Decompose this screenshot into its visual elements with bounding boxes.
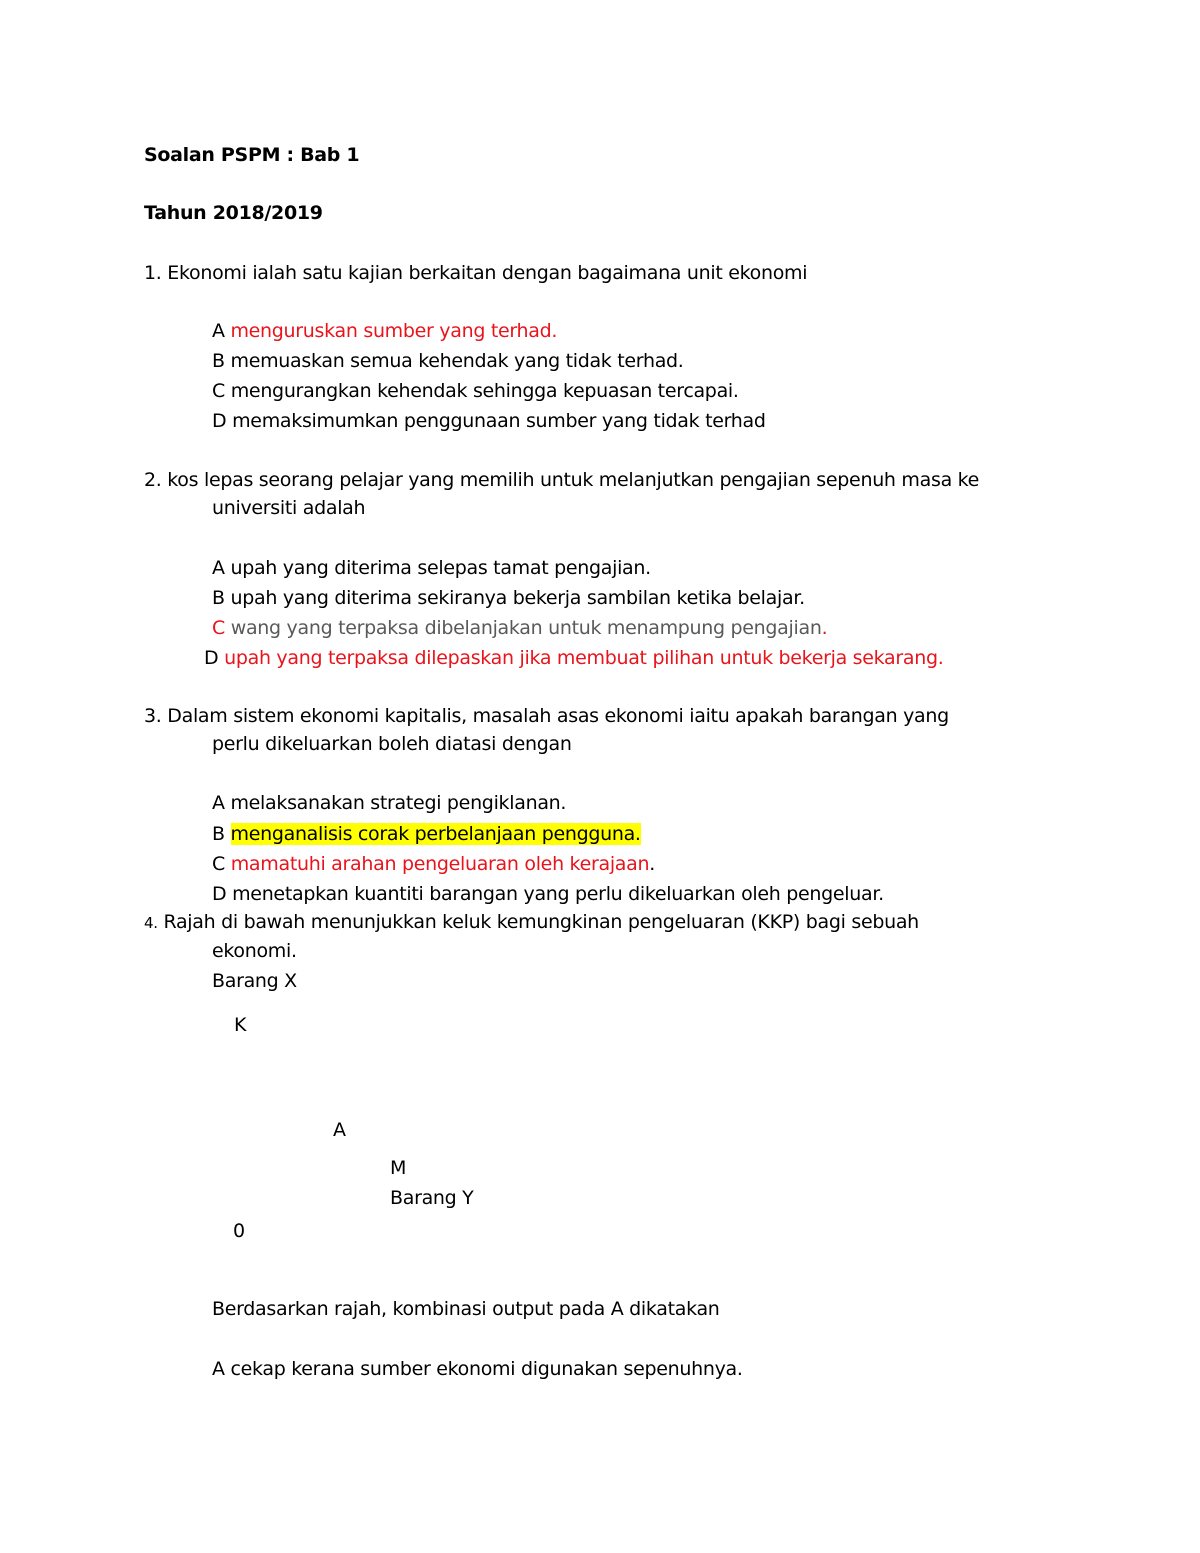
option-letter: A <box>212 1358 225 1380</box>
question-3-stem <box>144 703 949 729</box>
option-text: mamatuhi arahan pengeluaran oleh kerajaan <box>230 853 650 875</box>
q1-option-d <box>212 408 766 434</box>
option-text: wang yang terpaksa dibelanjakan untuk menampung pengajian <box>230 617 822 639</box>
question-4-prompt: Berdasarkan rajah, kombinasi output pada A dikatakan <box>212 1298 720 1320</box>
question-number: 2. <box>144 469 162 491</box>
question-2-stem-cont: universiti adalah <box>212 497 366 519</box>
q1-option-a <box>212 318 557 344</box>
option-letter: A <box>212 557 225 579</box>
question-text: Dalam sistem ekonomi kapitalis, masalah asas ekonomi iaitu apakah barangan yang <box>167 705 949 727</box>
option-text: memuaskan semua kehendak yang tidak terhad. <box>230 350 684 372</box>
q3-option-b <box>212 821 641 847</box>
question-4-stem <box>144 909 919 936</box>
diagram-origin: 0 <box>233 1220 245 1242</box>
option-end-mark: . <box>649 853 655 875</box>
question-text: kos lepas seorang pelajar yang memilih untuk melanjutkan pengajian sepenuh masa ke <box>167 469 980 491</box>
option-text: memaksimumkan penggunaan sumber yang tidak terhad <box>232 410 766 432</box>
option-letter: C <box>212 617 225 639</box>
option-text: menguruskan sumber yang terhad. <box>230 320 558 342</box>
option-letter: A <box>212 792 225 814</box>
option-text-highlighted: menganalisis corak perbelanjaan pengguna. <box>230 823 641 845</box>
question-text: Rajah di bawah menunjukkan keluk kemungkinan pengeluaran (KKP) bagi sebuah <box>163 911 919 933</box>
option-text: melaksanakan strategi pengiklanan. <box>230 792 567 814</box>
option-text: cekap kerana sumber ekonomi digunakan sepenuhnya. <box>230 1358 743 1380</box>
q2-option-c <box>212 615 827 641</box>
question-4-stem-cont: ekonomi. <box>212 940 297 962</box>
q2-option-a <box>212 555 651 581</box>
option-letter: D <box>204 647 219 669</box>
option-letter: D <box>212 883 227 905</box>
q3-option-c <box>212 851 655 877</box>
option-text: upah yang diterima selepas tamat pengajian. <box>230 557 651 579</box>
question-2-stem <box>144 467 979 493</box>
option-text: upah yang diterima sekiranya bekerja sambilan ketika belajar. <box>230 587 805 609</box>
question-number: 3. <box>144 705 162 727</box>
diagram-y-axis-label: Barang X <box>212 970 297 992</box>
diagram-x-axis-label: Barang Y <box>390 1187 474 1209</box>
option-letter: A <box>212 320 225 342</box>
q3-option-d <box>212 881 884 907</box>
option-text: upah yang terpaksa dilepaskan jika membuat pilihan untuk bekerja sekarang. <box>224 647 944 669</box>
question-number: 4. <box>144 914 158 932</box>
diagram-point-m: M <box>390 1157 407 1179</box>
question-text: Ekonomi ialah satu kajian berkaitan dengan bagaimana unit ekonomi <box>167 262 808 284</box>
option-end-mark: . <box>821 617 828 639</box>
document-year: Tahun 2018/2019 <box>144 202 323 224</box>
q4-option-a <box>212 1356 743 1382</box>
question-3-stem-cont: perlu dikeluarkan boleh diatasi dengan <box>212 733 572 755</box>
option-letter: C <box>212 853 225 875</box>
question-1-stem <box>144 260 807 286</box>
q2-option-d <box>204 645 943 671</box>
option-letter: B <box>212 823 225 845</box>
diagram-point-a: A <box>333 1119 346 1141</box>
q2-option-b <box>212 585 805 611</box>
document-title: Soalan PSPM : Bab 1 <box>144 144 360 166</box>
q1-option-b <box>212 348 684 374</box>
option-letter: D <box>212 410 227 432</box>
option-text: menetapkan kuantiti barangan yang perlu dikeluarkan oleh pengeluar. <box>232 883 884 905</box>
option-letter: C <box>212 380 225 402</box>
diagram-point-k: K <box>234 1014 247 1036</box>
question-number: 1. <box>144 262 162 284</box>
option-letter: B <box>212 350 225 372</box>
option-letter: B <box>212 587 225 609</box>
option-text: mengurangkan kehendak sehingga kepuasan tercapai. <box>230 380 739 402</box>
q1-option-c <box>212 378 739 404</box>
q3-option-a <box>212 790 566 816</box>
